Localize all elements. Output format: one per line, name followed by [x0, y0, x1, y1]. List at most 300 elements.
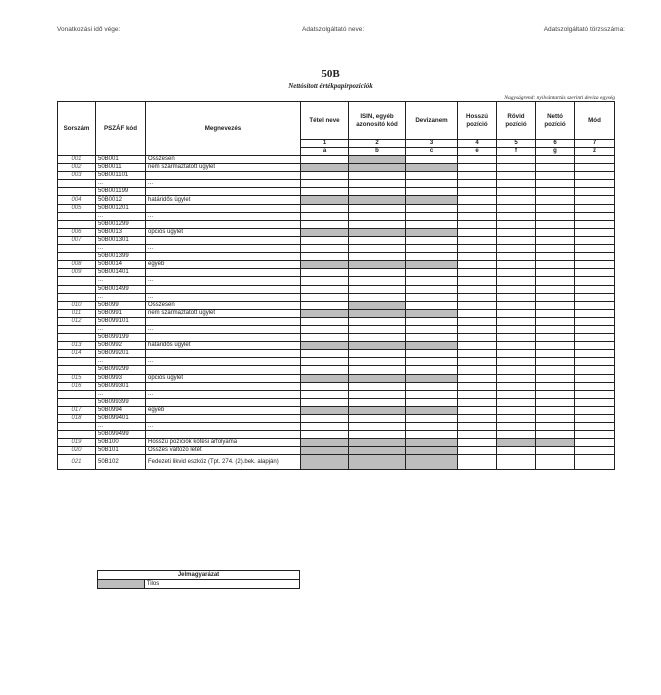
- data-cell[interactable]: [406, 366, 458, 374]
- row-megnevezes: [146, 382, 301, 390]
- data-cell[interactable]: [536, 455, 575, 470]
- data-cell[interactable]: [301, 236, 349, 244]
- data-cell[interactable]: [458, 245, 497, 253]
- data-cell[interactable]: [349, 285, 406, 293]
- col-header-rovid-pozicio: Rövid pozíció: [497, 102, 536, 140]
- data-cell[interactable]: [458, 212, 497, 220]
- data-cell[interactable]: [497, 261, 536, 269]
- forbidden-cell: [301, 342, 349, 350]
- data-cell[interactable]: [575, 455, 615, 470]
- positions-table: [57, 101, 615, 470]
- data-cell[interactable]: [458, 431, 497, 439]
- data-cell[interactable]: [406, 212, 458, 220]
- data-cell[interactable]: [406, 245, 458, 253]
- data-cell[interactable]: [458, 350, 497, 358]
- data-cell[interactable]: [301, 423, 349, 431]
- data-cell[interactable]: [301, 317, 349, 325]
- data-cell[interactable]: [406, 317, 458, 325]
- data-cell[interactable]: [458, 204, 497, 212]
- data-cell[interactable]: [349, 204, 406, 212]
- data-cell[interactable]: [349, 358, 406, 366]
- row-megnevezes: [146, 398, 301, 406]
- data-cell[interactable]: [406, 390, 458, 398]
- data-cell[interactable]: [536, 358, 575, 366]
- data-cell[interactable]: [458, 301, 497, 309]
- data-cell[interactable]: [536, 382, 575, 390]
- row-pszaf-code: 50B0992: [96, 342, 146, 350]
- data-cell[interactable]: [575, 164, 615, 172]
- data-cell[interactable]: [458, 390, 497, 398]
- data-cell[interactable]: [458, 342, 497, 350]
- row-pszaf-code: ...: [96, 212, 146, 220]
- data-cell[interactable]: [497, 350, 536, 358]
- data-cell[interactable]: [497, 293, 536, 301]
- data-cell[interactable]: [575, 406, 615, 414]
- data-cell[interactable]: [497, 156, 536, 164]
- row-pszaf-code: 50B0994: [96, 406, 146, 414]
- data-cell[interactable]: [497, 212, 536, 220]
- data-cell[interactable]: [575, 180, 615, 188]
- data-cell[interactable]: [349, 277, 406, 285]
- data-cell[interactable]: [301, 350, 349, 358]
- data-cell[interactable]: [458, 317, 497, 325]
- row-sorszam: [58, 423, 96, 431]
- table-row: [58, 180, 615, 188]
- data-cell[interactable]: [458, 334, 497, 342]
- data-cell[interactable]: [349, 325, 406, 333]
- row-pszaf-code: 50B099: [96, 301, 146, 309]
- data-cell[interactable]: [536, 212, 575, 220]
- data-cell[interactable]: [458, 309, 497, 317]
- forbidden-cell: [349, 309, 406, 317]
- data-cell[interactable]: [349, 212, 406, 220]
- data-cell[interactable]: [497, 236, 536, 244]
- row-megnevezes: ...: [146, 390, 301, 398]
- data-cell[interactable]: [406, 350, 458, 358]
- table-row: [58, 212, 615, 220]
- data-cell[interactable]: [575, 220, 615, 228]
- data-cell[interactable]: [458, 196, 497, 204]
- data-cell[interactable]: [301, 390, 349, 398]
- data-cell[interactable]: [406, 188, 458, 196]
- data-cell[interactable]: [406, 358, 458, 366]
- data-cell[interactable]: [458, 269, 497, 277]
- row-megnevezes: [146, 253, 301, 261]
- data-cell[interactable]: [497, 277, 536, 285]
- data-cell[interactable]: [458, 253, 497, 261]
- data-cell[interactable]: [536, 334, 575, 342]
- data-cell[interactable]: [406, 180, 458, 188]
- legend-item-label: Tilos: [144, 580, 299, 589]
- data-cell[interactable]: [497, 342, 536, 350]
- row-megnevezes: ...: [146, 212, 301, 220]
- data-cell[interactable]: [536, 285, 575, 293]
- row-pszaf-code: 50B099499: [96, 431, 146, 439]
- row-megnevezes: [146, 285, 301, 293]
- row-pszaf-code: 50B0011: [96, 164, 146, 172]
- data-cell[interactable]: [301, 398, 349, 406]
- data-cell[interactable]: [301, 204, 349, 212]
- row-pszaf-code: 50B0993: [96, 374, 146, 382]
- data-cell[interactable]: [497, 366, 536, 374]
- data-cell[interactable]: [497, 423, 536, 431]
- row-pszaf-code: ...: [96, 358, 146, 366]
- forbidden-cell: [406, 309, 458, 317]
- data-cell[interactable]: [536, 277, 575, 285]
- data-cell[interactable]: [458, 188, 497, 196]
- row-megnevezes: [146, 317, 301, 325]
- data-cell[interactable]: [497, 188, 536, 196]
- table-row: [58, 382, 615, 390]
- data-cell[interactable]: [497, 455, 536, 470]
- data-cell[interactable]: [406, 325, 458, 333]
- data-cell[interactable]: [406, 277, 458, 285]
- row-pszaf-code: 50B001499: [96, 285, 146, 293]
- row-megnevezes: [146, 220, 301, 228]
- table-row: [58, 398, 615, 406]
- row-sorszam: 018: [58, 415, 96, 423]
- data-cell[interactable]: [458, 415, 497, 423]
- data-cell[interactable]: [575, 261, 615, 269]
- row-megnevezes: Összesen: [146, 156, 301, 164]
- data-cell[interactable]: [349, 398, 406, 406]
- data-cell[interactable]: [536, 398, 575, 406]
- data-cell[interactable]: [536, 431, 575, 439]
- data-cell[interactable]: [406, 398, 458, 406]
- data-cell[interactable]: [575, 366, 615, 374]
- data-cell[interactable]: [349, 293, 406, 301]
- data-cell[interactable]: [406, 301, 458, 309]
- table-row: [58, 156, 615, 164]
- data-cell[interactable]: [497, 390, 536, 398]
- data-cell[interactable]: [301, 358, 349, 366]
- data-cell[interactable]: [575, 358, 615, 366]
- data-cell[interactable]: [406, 293, 458, 301]
- data-cell[interactable]: [301, 415, 349, 423]
- row-sorszam: [58, 293, 96, 301]
- data-cell[interactable]: [406, 415, 458, 423]
- data-cell[interactable]: [536, 156, 575, 164]
- data-cell[interactable]: [497, 415, 536, 423]
- data-cell[interactable]: [301, 220, 349, 228]
- data-cell[interactable]: [301, 277, 349, 285]
- data-cell[interactable]: [536, 220, 575, 228]
- data-cell[interactable]: [536, 261, 575, 269]
- data-cell[interactable]: [575, 245, 615, 253]
- table-row: [58, 164, 615, 172]
- table-row: [58, 334, 615, 342]
- data-cell[interactable]: [458, 228, 497, 236]
- data-cell[interactable]: [458, 374, 497, 382]
- data-cell[interactable]: [497, 382, 536, 390]
- col-header-sorszam: Sorszám: [58, 102, 96, 156]
- row-sorszam: 015: [58, 374, 96, 382]
- data-cell[interactable]: [497, 447, 536, 455]
- data-cell[interactable]: [536, 350, 575, 358]
- data-cell[interactable]: [575, 423, 615, 431]
- header-row: [58, 102, 615, 140]
- data-cell[interactable]: [536, 253, 575, 261]
- data-cell[interactable]: [458, 325, 497, 333]
- row-megnevezes: Hosszú pozíciók kötési árfolyama: [146, 439, 301, 447]
- data-cell[interactable]: [575, 228, 615, 236]
- data-cell[interactable]: [497, 269, 536, 277]
- data-cell[interactable]: [301, 212, 349, 220]
- data-cell[interactable]: [349, 382, 406, 390]
- data-cell[interactable]: [536, 447, 575, 455]
- data-cell[interactable]: [497, 253, 536, 261]
- data-cell[interactable]: [406, 382, 458, 390]
- data-cell[interactable]: [536, 317, 575, 325]
- table-row: [58, 301, 615, 309]
- data-cell[interactable]: [536, 374, 575, 382]
- data-cell[interactable]: [301, 366, 349, 374]
- data-cell[interactable]: [497, 285, 536, 293]
- data-cell[interactable]: [575, 253, 615, 261]
- data-cell[interactable]: [301, 180, 349, 188]
- data-cell[interactable]: [575, 212, 615, 220]
- data-cell[interactable]: [575, 342, 615, 350]
- data-cell[interactable]: [497, 196, 536, 204]
- data-cell[interactable]: [575, 156, 615, 164]
- data-cell[interactable]: [575, 374, 615, 382]
- data-cell[interactable]: [458, 261, 497, 269]
- forbidden-cell: [349, 301, 406, 309]
- row-sorszam: [58, 188, 96, 196]
- data-cell[interactable]: [575, 236, 615, 244]
- data-cell[interactable]: [575, 334, 615, 342]
- table-row: [58, 261, 615, 269]
- forbidden-cell: [301, 455, 349, 470]
- forbidden-cell: [349, 455, 406, 470]
- data-cell[interactable]: [349, 317, 406, 325]
- data-cell[interactable]: [575, 415, 615, 423]
- data-cell[interactable]: [575, 398, 615, 406]
- data-cell[interactable]: [575, 439, 615, 447]
- data-cell[interactable]: [406, 269, 458, 277]
- col-letter: f: [497, 148, 536, 156]
- data-cell[interactable]: [575, 293, 615, 301]
- data-cell[interactable]: [349, 334, 406, 342]
- data-cell[interactable]: [536, 172, 575, 180]
- data-cell[interactable]: [458, 423, 497, 431]
- data-cell[interactable]: [497, 374, 536, 382]
- data-cell[interactable]: [575, 317, 615, 325]
- data-cell[interactable]: [575, 285, 615, 293]
- row-megnevezes: [146, 172, 301, 180]
- data-cell[interactable]: [458, 366, 497, 374]
- col-header-devizanem: Devizanem: [406, 102, 458, 140]
- data-cell[interactable]: [349, 431, 406, 439]
- data-cell[interactable]: [349, 180, 406, 188]
- data-cell[interactable]: [458, 285, 497, 293]
- data-cell[interactable]: [406, 431, 458, 439]
- data-cell[interactable]: [575, 204, 615, 212]
- data-cell[interactable]: [575, 196, 615, 204]
- data-cell[interactable]: [406, 236, 458, 244]
- data-cell[interactable]: [536, 325, 575, 333]
- data-cell[interactable]: [536, 196, 575, 204]
- row-sorszam: 003: [58, 172, 96, 180]
- data-cell[interactable]: [349, 423, 406, 431]
- data-cell[interactable]: [458, 164, 497, 172]
- data-cell[interactable]: [536, 188, 575, 196]
- data-cell[interactable]: [349, 269, 406, 277]
- data-cell[interactable]: [536, 269, 575, 277]
- data-cell[interactable]: [536, 415, 575, 423]
- legend-title: Jelmagyarázat: [98, 571, 300, 580]
- forbidden-cell: [349, 342, 406, 350]
- data-cell[interactable]: [458, 447, 497, 455]
- data-cell[interactable]: [349, 236, 406, 244]
- data-cell[interactable]: [575, 277, 615, 285]
- data-cell[interactable]: [536, 423, 575, 431]
- data-cell[interactable]: [349, 220, 406, 228]
- data-cell[interactable]: [301, 156, 349, 164]
- data-cell[interactable]: [458, 358, 497, 366]
- data-cell[interactable]: [575, 447, 615, 455]
- data-cell[interactable]: [458, 220, 497, 228]
- data-cell[interactable]: [497, 358, 536, 366]
- data-cell[interactable]: [406, 156, 458, 164]
- data-cell[interactable]: [301, 334, 349, 342]
- data-cell[interactable]: [497, 406, 536, 414]
- col-letter: b: [349, 148, 406, 156]
- forbidden-cell: [349, 156, 406, 164]
- data-cell[interactable]: [458, 293, 497, 301]
- data-cell[interactable]: [301, 245, 349, 253]
- row-megnevezes: [146, 204, 301, 212]
- data-cell[interactable]: [458, 172, 497, 180]
- data-cell[interactable]: [497, 164, 536, 172]
- data-cell[interactable]: [575, 325, 615, 333]
- data-cell[interactable]: [497, 220, 536, 228]
- data-cell[interactable]: [406, 285, 458, 293]
- data-cell[interactable]: [536, 301, 575, 309]
- data-cell[interactable]: [301, 269, 349, 277]
- row-pszaf-code: ...: [96, 325, 146, 333]
- data-cell[interactable]: [301, 431, 349, 439]
- data-cell[interactable]: [406, 220, 458, 228]
- data-cell[interactable]: [349, 253, 406, 261]
- table-row: [58, 358, 615, 366]
- data-cell[interactable]: [349, 350, 406, 358]
- data-cell[interactable]: [349, 172, 406, 180]
- data-cell[interactable]: [536, 245, 575, 253]
- row-sorszam: [58, 325, 96, 333]
- data-cell[interactable]: [301, 293, 349, 301]
- data-cell[interactable]: [458, 180, 497, 188]
- table-row: [58, 172, 615, 180]
- data-cell[interactable]: [458, 236, 497, 244]
- data-cell[interactable]: [349, 188, 406, 196]
- data-cell[interactable]: [575, 382, 615, 390]
- data-cell[interactable]: [575, 309, 615, 317]
- row-sorszam: 002: [58, 164, 96, 172]
- data-cell[interactable]: [536, 228, 575, 236]
- col-header-megnevezes: Megnevezés: [146, 102, 301, 156]
- data-cell[interactable]: [301, 325, 349, 333]
- data-cell[interactable]: [575, 172, 615, 180]
- data-cell[interactable]: [406, 253, 458, 261]
- data-cell[interactable]: [301, 253, 349, 261]
- data-cell[interactable]: [497, 431, 536, 439]
- data-cell[interactable]: [349, 390, 406, 398]
- data-cell[interactable]: [301, 301, 349, 309]
- data-cell[interactable]: [301, 188, 349, 196]
- data-cell[interactable]: [536, 390, 575, 398]
- data-cell[interactable]: [536, 204, 575, 212]
- provider-name-label: Adatszolgáltató neve:: [302, 26, 365, 33]
- data-cell[interactable]: [406, 334, 458, 342]
- data-cell[interactable]: [406, 423, 458, 431]
- data-cell[interactable]: [497, 228, 536, 236]
- data-cell[interactable]: [536, 309, 575, 317]
- row-sorszam: [58, 253, 96, 261]
- row-pszaf-code: 50B001: [96, 156, 146, 164]
- data-cell[interactable]: [458, 156, 497, 164]
- row-pszaf-code: 50B001301: [96, 236, 146, 244]
- data-cell[interactable]: [301, 382, 349, 390]
- data-cell[interactable]: [497, 334, 536, 342]
- data-cell[interactable]: [497, 172, 536, 180]
- data-cell[interactable]: [406, 204, 458, 212]
- data-cell[interactable]: [575, 301, 615, 309]
- data-cell[interactable]: [458, 277, 497, 285]
- row-pszaf-code: 50B001299: [96, 220, 146, 228]
- table-row: [58, 188, 615, 196]
- data-cell[interactable]: [536, 293, 575, 301]
- data-cell[interactable]: [536, 164, 575, 172]
- row-megnevezes: [146, 269, 301, 277]
- data-cell[interactable]: [458, 382, 497, 390]
- data-cell[interactable]: [575, 390, 615, 398]
- data-cell[interactable]: [497, 398, 536, 406]
- data-cell[interactable]: [536, 342, 575, 350]
- data-cell[interactable]: [458, 455, 497, 470]
- data-cell[interactable]: [575, 350, 615, 358]
- table-row: [58, 285, 615, 293]
- data-cell[interactable]: [575, 269, 615, 277]
- table-row: [58, 204, 615, 212]
- row-sorszam: [58, 358, 96, 366]
- data-cell[interactable]: [301, 172, 349, 180]
- data-cell[interactable]: [458, 398, 497, 406]
- data-cell[interactable]: [497, 204, 536, 212]
- data-cell[interactable]: [497, 325, 536, 333]
- data-cell[interactable]: [349, 366, 406, 374]
- data-cell[interactable]: [406, 172, 458, 180]
- table-row: [58, 317, 615, 325]
- data-cell[interactable]: [497, 301, 536, 309]
- data-cell[interactable]: [458, 406, 497, 414]
- data-cell[interactable]: [575, 188, 615, 196]
- data-cell[interactable]: [349, 245, 406, 253]
- data-cell[interactable]: [536, 366, 575, 374]
- data-cell[interactable]: [458, 439, 497, 447]
- data-cell[interactable]: [536, 236, 575, 244]
- data-cell[interactable]: [575, 431, 615, 439]
- data-cell[interactable]: [536, 406, 575, 414]
- forbidden-cell: [406, 261, 458, 269]
- data-cell[interactable]: [497, 180, 536, 188]
- data-cell[interactable]: [349, 415, 406, 423]
- data-cell[interactable]: [497, 245, 536, 253]
- data-cell[interactable]: [536, 180, 575, 188]
- data-cell[interactable]: [301, 285, 349, 293]
- data-cell[interactable]: [497, 317, 536, 325]
- data-cell[interactable]: [497, 309, 536, 317]
